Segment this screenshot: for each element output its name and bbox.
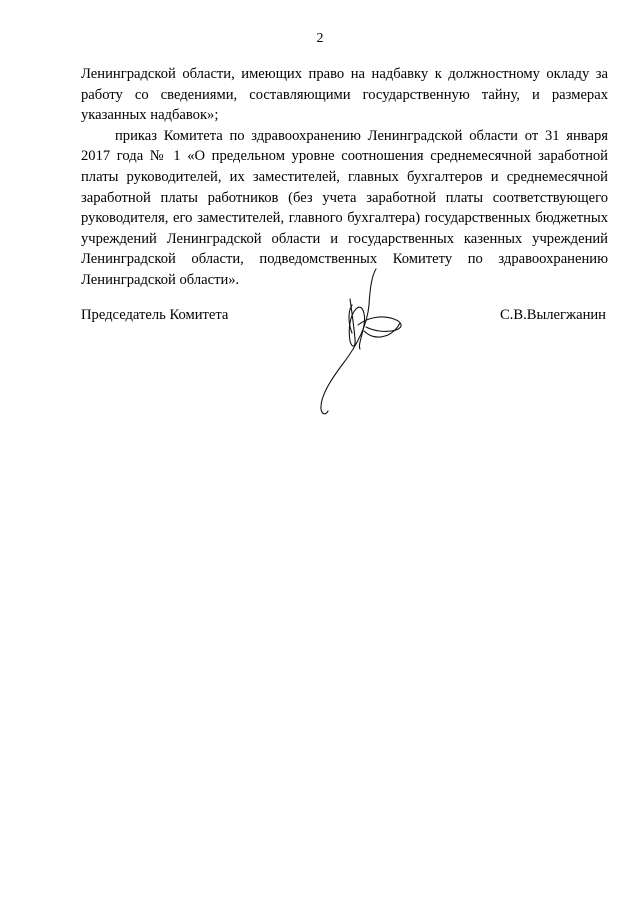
signer-position-title: Председатель Комитета — [81, 307, 229, 323]
paragraph-continuation: Ленинградской области, имеющих право на надбавку к должностному окладу за работу со сведениями, составляющими государственную тайну, и размерах указанных надбавок»; — [81, 66, 608, 124]
signer-name: С.В.Вылегжанин — [499, 307, 606, 323]
document-body — [81, 64, 608, 291]
page-number: 2 — [316, 31, 324, 46]
paragraph-order-reference: приказ Комитета по здравоохранению Ленинградской области от 31 января 2017 года № 1 «О предельном уровне соотношения среднемесячной заработной платы руководителей, их заместителей, главных бухгалтеров и среднемесячной заработной платы работников (без учета заработной платы соответствующего руководителя, его заместителей, главного бухгалтера) государственных бюджетных учреждений Ленинградской области и государственных казенных учреждений Ленинградской области, подведомственных Комитету по здравоохранению Ленинградской области». — [81, 127, 608, 288]
handwritten-signature — [312, 265, 412, 417]
